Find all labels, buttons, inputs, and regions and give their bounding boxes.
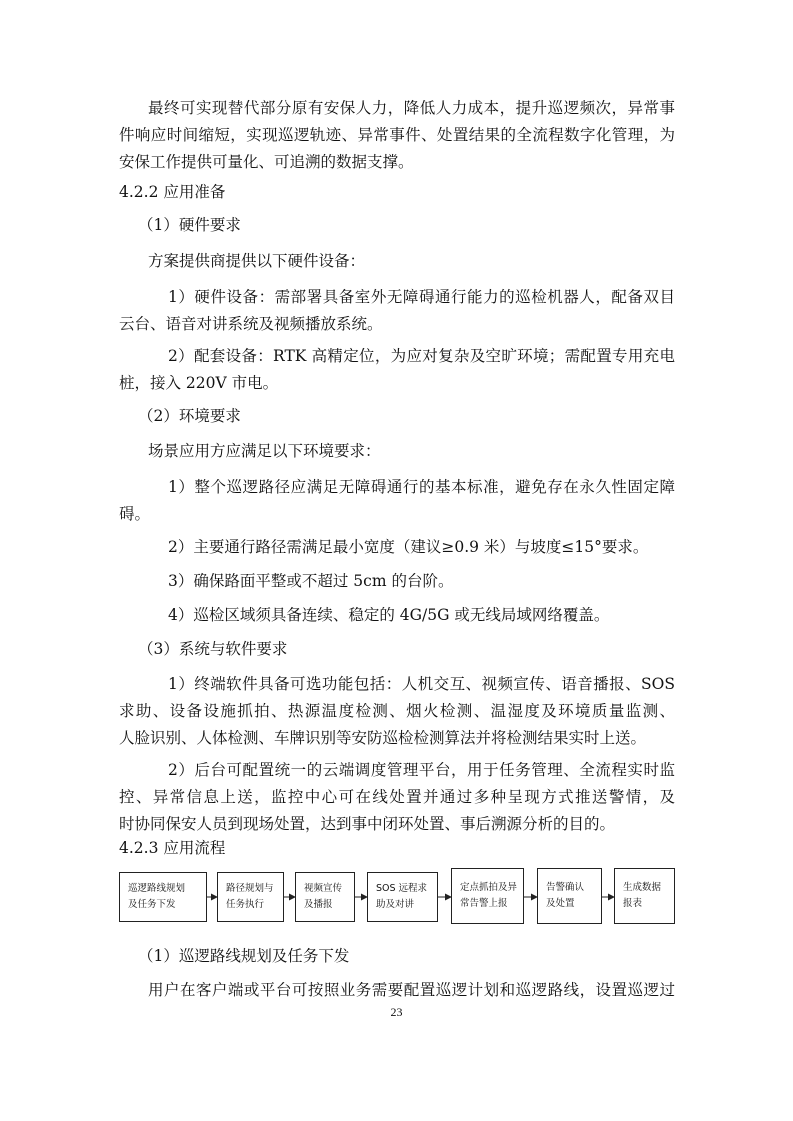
- flow-step-1: [119, 872, 207, 922]
- body-text-line: 场景应用方应满足以下环境要求：: [148, 442, 381, 460]
- body-text-line: 求助、设备设施抓拍、热源温度检测、烟火检测、温湿度及环境质量监测、: [119, 702, 675, 720]
- subsection-title: （1）巡逻路线规划及任务下发: [138, 947, 350, 965]
- body-text-line: 2）配套设备：RTK 高精定位，为应对复杂及空旷环境；需配置专用充电: [168, 347, 675, 365]
- body-text-line: 人脸识别、人体检测、车牌识别等安防巡检检测算法并将检测结果实时上送。: [119, 729, 647, 747]
- body-text-line: 1）硬件设备：需部署具备室外无障碍通行能力的巡检机器人，配备双目: [168, 288, 675, 306]
- flow-step-text: 报表: [623, 898, 643, 909]
- flow-step-text: 生成数据: [623, 882, 662, 893]
- flow-step-text: SOS 远程求: [376, 883, 428, 894]
- body-text-line: 2）主要通行路径需满足最小宽度（建议≥0.9 米）与坡度≤15°要求。: [168, 538, 649, 556]
- body-text-line: 时协同保安人员到现场处置，达到事中闭环处置、事后溯源分析的目的。: [119, 815, 616, 833]
- flow-step-text: 定点抓拍及异: [460, 882, 518, 893]
- subsection-title: （2）环境要求: [138, 407, 241, 425]
- section-heading: 4.2.2 应用准备: [119, 183, 226, 201]
- flow-step-text: 告警确认: [546, 882, 585, 893]
- subsection-title: （1）硬件要求: [138, 216, 241, 234]
- flow-diagram: [119, 868, 675, 928]
- flow-step-2: [217, 872, 284, 922]
- flow-step-text: 路径规划与: [226, 883, 274, 894]
- body-text-line: 1）终端软件具备可选功能包括：人机交互、视频宣传、语音播报、SOS: [168, 675, 675, 693]
- body-text-line: 安保工作提供可量化、可追溯的数据支撑。: [119, 153, 414, 171]
- flow-step-text: 巡逻路线规划: [128, 883, 186, 894]
- body-text-line: 碍。: [119, 505, 151, 523]
- flow-step-text: 任务执行: [226, 899, 265, 910]
- flow-step-3: [295, 872, 355, 922]
- body-text-line: 最终可实现替代部分原有安保人力，降低人力成本，提升巡逻频次，异常事: [148, 99, 675, 117]
- flow-step-7: [614, 868, 675, 924]
- flow-step-text: 助及对讲: [376, 899, 415, 910]
- body-text-line: 件响应时间缩短，实现巡逻轨迹、异常事件、处置结果的全流程数字化管理，为: [119, 126, 675, 144]
- flow-step-text: 常告警上报: [460, 898, 508, 909]
- flow-step-text: 及任务下发: [128, 899, 176, 910]
- flow-step-4: [367, 872, 438, 922]
- body-text-line: 1）整个巡逻路径应满足无障碍通行的基本标准，避免存在永久性固定障: [168, 478, 675, 496]
- flow-step-5: [451, 868, 524, 924]
- body-text-line: 4）巡检区域须具备连续、稳定的 4G/5G 或无线局域网络覆盖。: [168, 606, 610, 624]
- body-text-line: 3）确保路面平整或不超过 5cm 的台阶。: [168, 572, 454, 590]
- body-text-line: 桩，接入 220V 市电。: [119, 374, 279, 392]
- flow-step-6: [537, 868, 602, 924]
- subsection-title: （3）系统与软件要求: [138, 640, 288, 658]
- body-text-line: 2）后台可配置统一的云端调度管理平台，用于任务管理、全流程实时监: [168, 761, 675, 779]
- flow-step-text: 视频宣传: [304, 883, 343, 894]
- flow-step-text: 及播报: [304, 899, 333, 910]
- body-text-line: 控、异常信息上送，监控中心可在线处置并通过多种呈现方式推送警情，及: [119, 788, 675, 806]
- body-text-line: 方案提供商提供以下硬件设备：: [148, 252, 366, 270]
- page-number: 23: [390, 1005, 403, 1019]
- body-text-line: 用户在客户端或平台可按照业务需要配置巡逻计划和巡逻路线，设置巡逻过: [148, 981, 675, 999]
- flow-step-text: 及处置: [546, 898, 575, 909]
- body-text-line: 云台、语音对讲系统及视频播放系统。: [119, 315, 383, 333]
- section-heading: 4.2.3 应用流程: [119, 839, 226, 857]
